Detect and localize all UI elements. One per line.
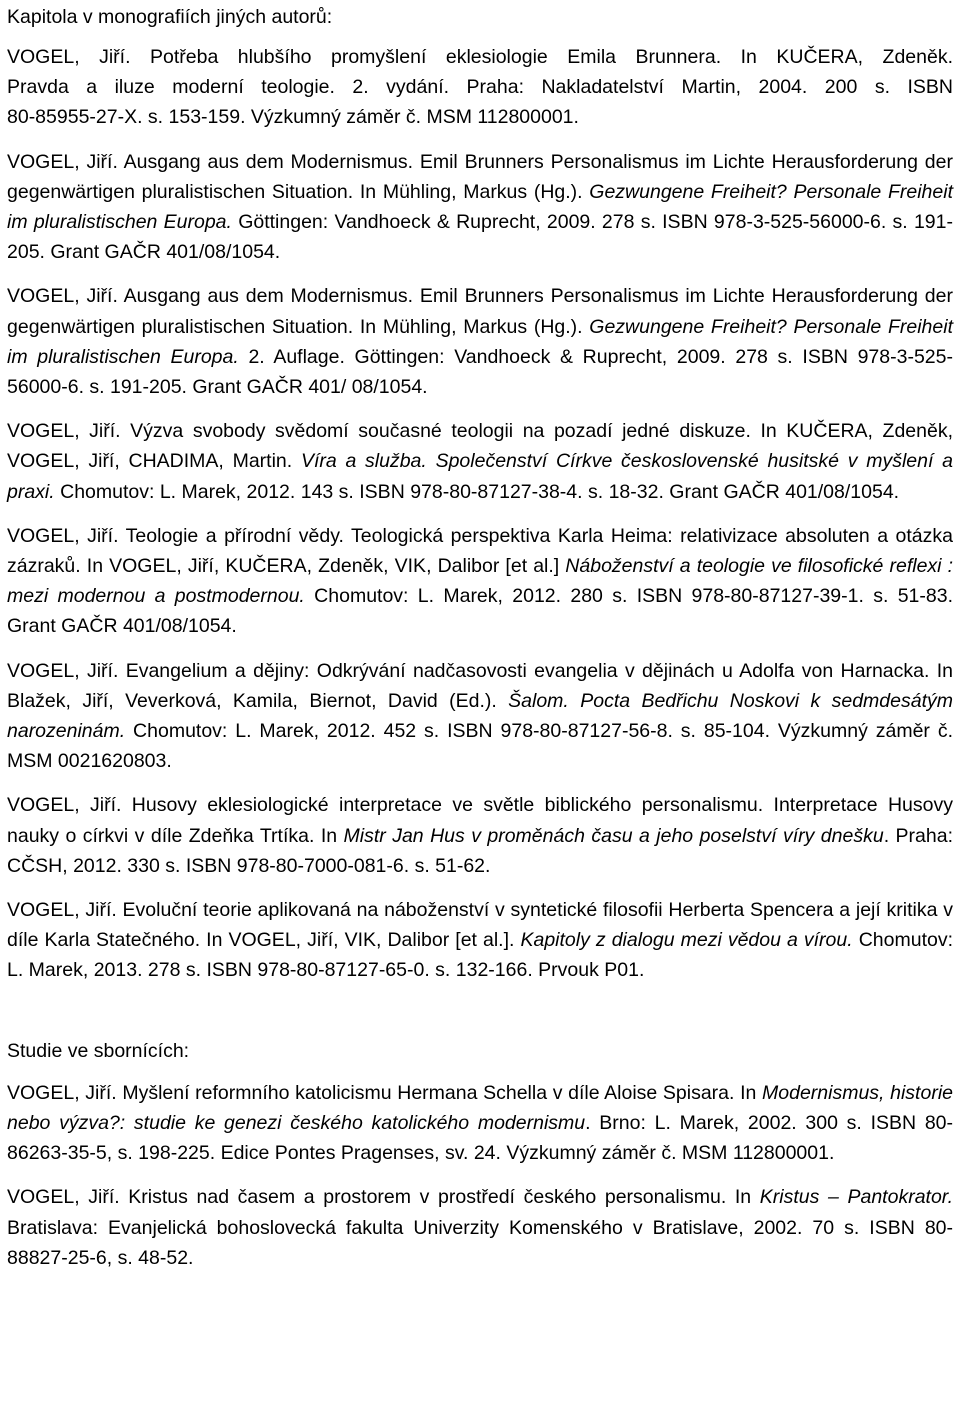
bibliography-entry — [7, 521, 953, 642]
entry-line: Pravda a iluze moderní teologie. 2. vydání. Praha: Nakladatelství Martin, 2004. 200 s. ISBN — [7, 76, 953, 99]
entry-title-italic: Víra a služba. Společenství Církve československé husitské v myšlení a praxi. — [7, 450, 953, 503]
bibliography-entry — [7, 895, 953, 986]
entry-publisher: Chomutov: L. Marek, 2012. 280 s. ISBN 978-80-87127-39-1. s. 51-83. Grant GAČR 401/08/1054. — [7, 585, 953, 638]
entry-text: VOGEL, Jiří. Evangelium a dějiny: Odkrývání nadčasovosti evangelia v dějinách u Adolfa von Harnacka. In Blažek, Jiří, Veverková, Kamila, Biernot, David (Ed.). — [7, 659, 953, 712]
bibliography-entry — [7, 790, 953, 881]
entry-text: VOGEL, Jiří. Husovy eklesiologické interpretace ve světle biblického personalismu. Interpretace Husovy nauky o církvi v díle Zdeňka Trtíka. In — [7, 794, 953, 847]
entry-text: VOGEL, Jiří. Výzva svobody svědomí současné teologii na pozadí jedné diskuze. In KUČERA, Zdeněk, VOGEL, Jiří, CHADIMA, Martin. — [7, 420, 953, 473]
entry-title-italic: Gezwungene Freiheit? Personale Freiheit im pluralistischen Europa. — [7, 180, 953, 234]
entry-title-italic: Gezwungene Freiheit? Personale Freiheit im pluralistischen Europa. — [7, 315, 953, 368]
bibliography-entry — [7, 1078, 953, 1169]
entry-title-italic: Mistr Jan Hus v proměnách času a jeho poselství víry dnešku — [343, 824, 884, 847]
entry-publisher: Bratislava: Evanjelická bohoslovecká fakulta Univerzity Komenského v Bratislave, 2002. 70 s. ISBN 80-88827-25-6, s. 48-52. — [7, 1216, 953, 1269]
entry-text: VOGEL, Jiří. Ausgang aus dem Modernismus. Emil Brunners Personalismus im Lichte Herausforderung der gegenwärtigen pluralistischen Situation. In Mühling, Markus (Hg.). — [7, 150, 953, 203]
bibliography-entry — [7, 1182, 953, 1273]
section-heading-proceedings: Studie ve sbornících: — [7, 1039, 190, 1062]
entry-title-italic: Kristus – Pantokrator. — [759, 1186, 953, 1209]
entry-text: VOGEL, Jiří. Evoluční teorie aplikovaná na náboženství v syntetické filosofii Herberta Spencera a její kritika v díle Karla Statečného. In VOGEL, Jiří, VIK, Dalibor [et al.]. — [7, 899, 953, 952]
entry-publisher: . Brno: L. Marek, 2002. 300 s. ISBN 80-86263-35-5, s. 198-225. Edice Pontes Pragenses, sv. 24. Výzkumný záměr č. MSM 112800001. — [7, 1111, 953, 1165]
entry-publisher: . Praha: CČSH, 2012. 330 s. ISBN 978-80-7000-081-6. s. 51-62. — [7, 824, 953, 877]
entry-publisher: Göttingen: Vandhoeck & Ruprecht, 2009. 278 s. ISBN 978-3-525-56000-6. s. 191-205. Grant GAČR 401/08/1054. — [7, 211, 953, 264]
bibliography-entry — [7, 42, 953, 133]
entry-title-italic: Modernismus, historie nebo výzva?: studie ke genezi českého katolického modernismu — [7, 1081, 953, 1134]
entry-publisher: Chomutov: L. Marek, 2013. 278 s. ISBN 978-80-87127-65-0. s. 132-166. Prvouk P01. — [7, 929, 954, 982]
entry-title-italic: Kapitoly z dialogu mezi vědou a vírou. — [520, 929, 853, 952]
entry-text: VOGEL, Jiří. Kristus nad časem a prostorem v prostředí českého personalismu. In — [7, 1186, 760, 1209]
entry-text: VOGEL, Jiří. Ausgang aus dem Modernismus. Emil Brunners Personalismus im Lichte Herausforderung der gegenwärtigen pluralistischen Situation. In Mühling, Markus (Hg.). — [7, 285, 953, 338]
entry-text: VOGEL, Jiří. Myšlení reformního katolicismu Hermana Schella v díle Aloise Spisara. In — [7, 1081, 763, 1104]
entry-publisher: Chomutov: L. Marek, 2012. 452 s. ISBN 978-80-87127-56-8. s. 85-104. Výzkumný záměr č. MSM 0021620803. — [7, 720, 953, 773]
entry-publisher: Chomutov: L. Marek, 2012. 143 s. ISBN 978-80-87127-38-4. s. 18-32. Grant GAČR 401/08/1054. — [54, 480, 900, 503]
entry-title-italic: Šalom. Pocta Bedřichu Noskovi k sedmdesátým narozeninám. — [7, 689, 953, 743]
section-heading-monographs: Kapitola v monografiích jiných autorů: — [7, 6, 333, 28]
bibliography-entry — [7, 147, 953, 268]
entry-line: VOGEL, Jiří. Potřeba hlubšího promyšlení eklesiologie Emila Brunnera. In KUČERA, Zdeněk. — [7, 46, 953, 68]
bibliography-entry — [7, 416, 953, 507]
bibliography-entry — [7, 656, 953, 777]
entry-line: 80-85955-27-X. s. 153-159. Výzkumný záměr č. MSM 112800001. — [7, 106, 579, 129]
entry-text: VOGEL, Jiří. Teologie a přírodní vědy. Teologická perspektiva Karla Heima: relativizace absoluten a otázka zázraků. In VOGEL, Jiří, KUČERA, Zdeněk, VIK, Dalibor [et al.] — [7, 524, 953, 578]
entry-title-italic: Náboženství a teologie ve filosofické reflexi : mezi modernou a postmodernou. — [7, 555, 953, 608]
entry-publisher: 2. Auflage. Göttingen: Vandhoeck & Ruprecht, 2009. 278 s. ISBN 978-3-525-56000-6. s. 191-205. Grant GAČR 401/ 08/1054. — [7, 345, 953, 399]
bibliography-entry — [7, 281, 953, 402]
